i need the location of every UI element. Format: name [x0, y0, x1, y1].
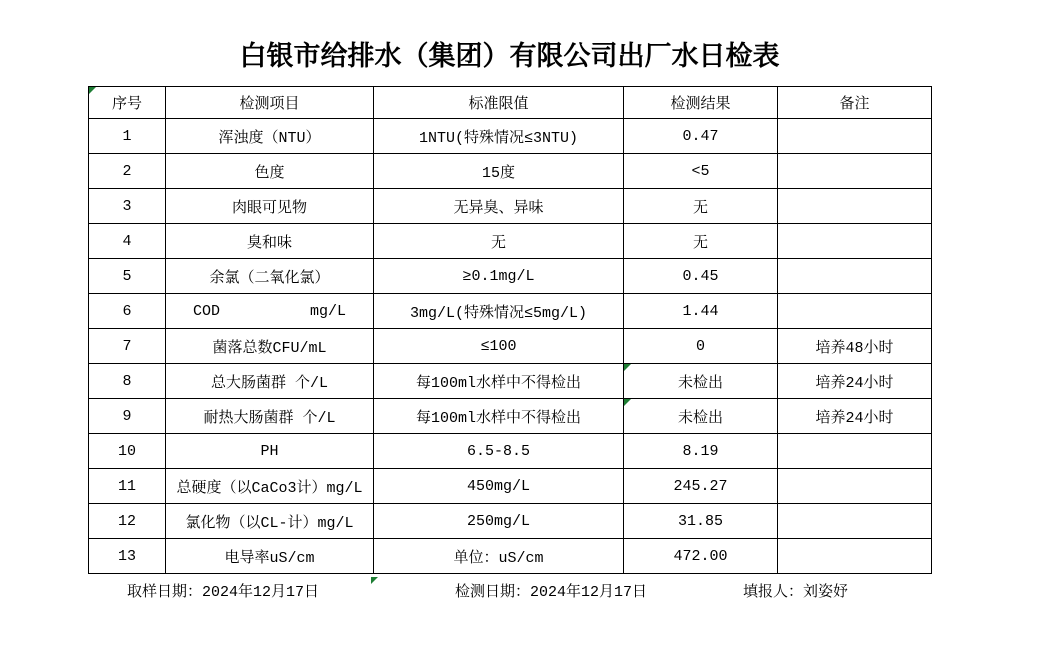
- table-row: [89, 259, 932, 294]
- cell-result: 1.44: [624, 294, 778, 329]
- cell-limit: 6.5-8.5: [374, 434, 624, 469]
- cell-result: [624, 364, 778, 399]
- sampling-date: 取样日期：2024年12月17日: [127, 584, 320, 601]
- cell-item: 余氯（二氧化氯）: [166, 259, 374, 294]
- cell-no: 1: [89, 119, 166, 154]
- cell-limit: 无异臭、异味: [374, 189, 624, 224]
- cell-no: 7: [89, 329, 166, 364]
- table-row: [89, 329, 932, 364]
- header-note: 备注: [778, 87, 932, 119]
- cell-limit: 250mg/L: [374, 504, 624, 539]
- cell-limit: 3mg/L(特殊情况≤5mg/L): [374, 294, 624, 329]
- table-row: [89, 224, 932, 259]
- cell-note: 培养24小时: [778, 364, 932, 399]
- cell-result: 无: [624, 189, 778, 224]
- cell-result: 8.19: [624, 434, 778, 469]
- table-row: [89, 504, 932, 539]
- cell-item: 肉眼可见物: [166, 189, 374, 224]
- cell-note: 培养48小时: [778, 329, 932, 364]
- cell-note: [778, 294, 932, 329]
- cell-note: [778, 189, 932, 224]
- cell-result: 31.85: [624, 504, 778, 539]
- table-row: [89, 469, 932, 504]
- header-no-label: 序号: [111, 96, 142, 113]
- cell-limit: ≤100: [374, 329, 624, 364]
- cell-no: 3: [89, 189, 166, 224]
- cell-no: 4: [89, 224, 166, 259]
- cell-note: 培养24小时: [778, 399, 932, 434]
- cell-note: [778, 154, 932, 189]
- cell-no: 9: [89, 399, 166, 434]
- cell-no: 10: [89, 434, 166, 469]
- table-row: [89, 189, 932, 224]
- excel-flag-icon: [371, 577, 378, 584]
- cell-limit: 450mg/L: [374, 469, 624, 504]
- excel-flag-icon: [624, 399, 631, 406]
- cell-item: 总大肠菌群 个/L: [166, 364, 374, 399]
- table-row: [89, 119, 932, 154]
- cell-no: 8: [89, 364, 166, 399]
- header-no: [89, 87, 166, 119]
- cell-limit: 1NTU(特殊情况≤3NTU): [374, 119, 624, 154]
- cell-no: 11: [89, 469, 166, 504]
- cell-result: 无: [624, 224, 778, 259]
- cell-item: 菌落总数CFU/mL: [166, 329, 374, 364]
- cell-item: 氯化物（以CL-计）mg/L: [166, 504, 374, 539]
- table-row: [89, 539, 932, 574]
- cell-limit: 每100ml水样中不得检出: [374, 399, 624, 434]
- cell-item: 浑浊度（NTU）: [166, 119, 374, 154]
- cell-note: [778, 224, 932, 259]
- cell-item: 色度: [166, 154, 374, 189]
- cell-no: 13: [89, 539, 166, 574]
- cell-result-text: 未检出: [677, 409, 723, 427]
- cell-item: 臭和味: [166, 224, 374, 259]
- cell-limit: 单位：uS/cm: [374, 539, 624, 574]
- table-row: [89, 399, 932, 434]
- header-limit: 标准限值: [374, 87, 624, 119]
- cell-note: [778, 434, 932, 469]
- cell-result: [624, 399, 778, 434]
- cell-result: 0: [624, 329, 778, 364]
- cell-item: 电导率uS/cm: [166, 539, 374, 574]
- table-row: [89, 434, 932, 469]
- reporter-name: 填报人：刘姿妤: [743, 584, 849, 601]
- cell-result: 0.45: [624, 259, 778, 294]
- cell-item: 耐热大肠菌群 个/L: [166, 399, 374, 434]
- cell-note: [778, 469, 932, 504]
- table-row: [89, 294, 932, 329]
- cell-limit: 无: [374, 224, 624, 259]
- cell-result: 0.47: [624, 119, 778, 154]
- cell-item: 总硬度（以CaCo3计）mg/L: [166, 469, 374, 504]
- header-item: 检测项目: [166, 87, 374, 119]
- table-row: [89, 364, 932, 399]
- excel-flag-icon: [89, 87, 96, 94]
- test-date: 检测日期：2024年12月17日: [455, 584, 648, 601]
- cell-note: [778, 259, 932, 294]
- cell-limit: ≥0.1mg/L: [374, 259, 624, 294]
- cell-no: 12: [89, 504, 166, 539]
- page-title: 白银市给排水（集团）有限公司出厂水日检表: [239, 41, 780, 71]
- header-result: 检测结果: [624, 87, 778, 119]
- cell-limit: 每100ml水样中不得检出: [374, 364, 624, 399]
- cell-limit: 15度: [374, 154, 624, 189]
- table-header-row: [89, 87, 932, 119]
- cell-note: [778, 504, 932, 539]
- cell-no: 2: [89, 154, 166, 189]
- cell-result: <5: [624, 154, 778, 189]
- cell-item: PH: [166, 434, 374, 469]
- cell-result-text: 未检出: [677, 374, 723, 392]
- inspection-table: [88, 86, 932, 574]
- excel-flag-icon: [624, 364, 631, 371]
- cell-note: [778, 539, 932, 574]
- table-row: [89, 154, 932, 189]
- cell-no: 5: [89, 259, 166, 294]
- cell-result: 472.00: [624, 539, 778, 574]
- cell-result: 245.27: [624, 469, 778, 504]
- cell-item: COD mg/L: [166, 294, 374, 329]
- cell-note: [778, 119, 932, 154]
- cell-no: 6: [89, 294, 166, 329]
